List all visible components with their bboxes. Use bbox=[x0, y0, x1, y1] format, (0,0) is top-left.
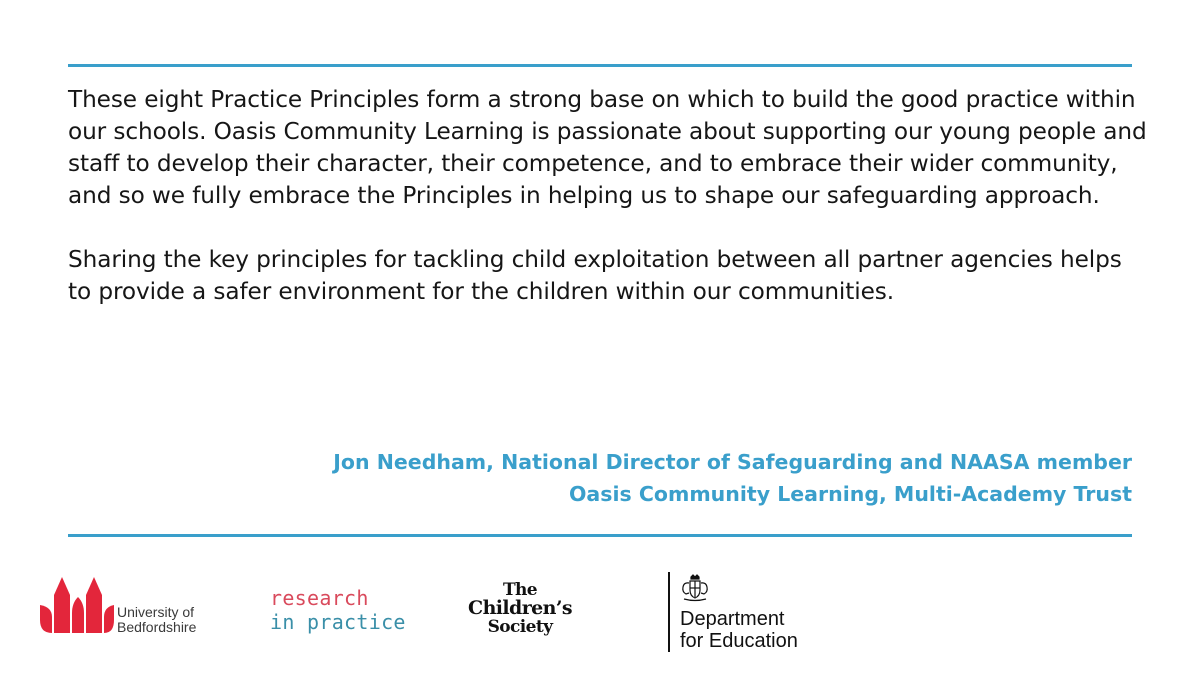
cs-line-1: The bbox=[502, 580, 538, 600]
cs-line-3: Society bbox=[487, 617, 553, 637]
rip-line-2: in practice bbox=[270, 610, 406, 634]
royal-coat-of-arms-icon bbox=[680, 574, 710, 602]
top-divider bbox=[68, 64, 1132, 67]
cs-line-2: Children’s bbox=[468, 597, 572, 619]
research-in-practice-logo bbox=[270, 586, 406, 634]
dfe-wordmark: Department for Education bbox=[680, 608, 798, 652]
quote-paragraph-1: These eight Practice Principles form a strong base on which to build the good practice within our schools. Oasis Community Learning is passionate about supporting our young people and staff to develop their character, their competence, and to embrace their wider community, and so we fully embrace the Principles in helping us to shape our safeguarding approach. bbox=[68, 86, 1147, 209]
attribution-name: Jon Needham, National Director of Safeguarding and NAASA member bbox=[333, 450, 1132, 474]
quote-paragraph-2: Sharing the key principles for tackling child exploitation between all partner agencies helps to provide a safer environment for the children within our communities. bbox=[68, 246, 1122, 305]
university-of-bedfordshire-logo bbox=[40, 575, 200, 635]
bedfordshire-wordmark: University of Bedfordshire bbox=[117, 604, 197, 635]
attribution-organisation: Oasis Community Learning, Multi-Academy Trust bbox=[569, 482, 1132, 506]
rip-line-1: research bbox=[270, 586, 369, 610]
quote-text bbox=[68, 84, 1148, 308]
attribution bbox=[333, 446, 1132, 510]
childrens-society-logo bbox=[462, 581, 578, 637]
dfe-vertical-bar bbox=[668, 572, 670, 652]
bedfordshire-logo-icon bbox=[40, 575, 114, 635]
bottom-divider bbox=[68, 534, 1132, 537]
